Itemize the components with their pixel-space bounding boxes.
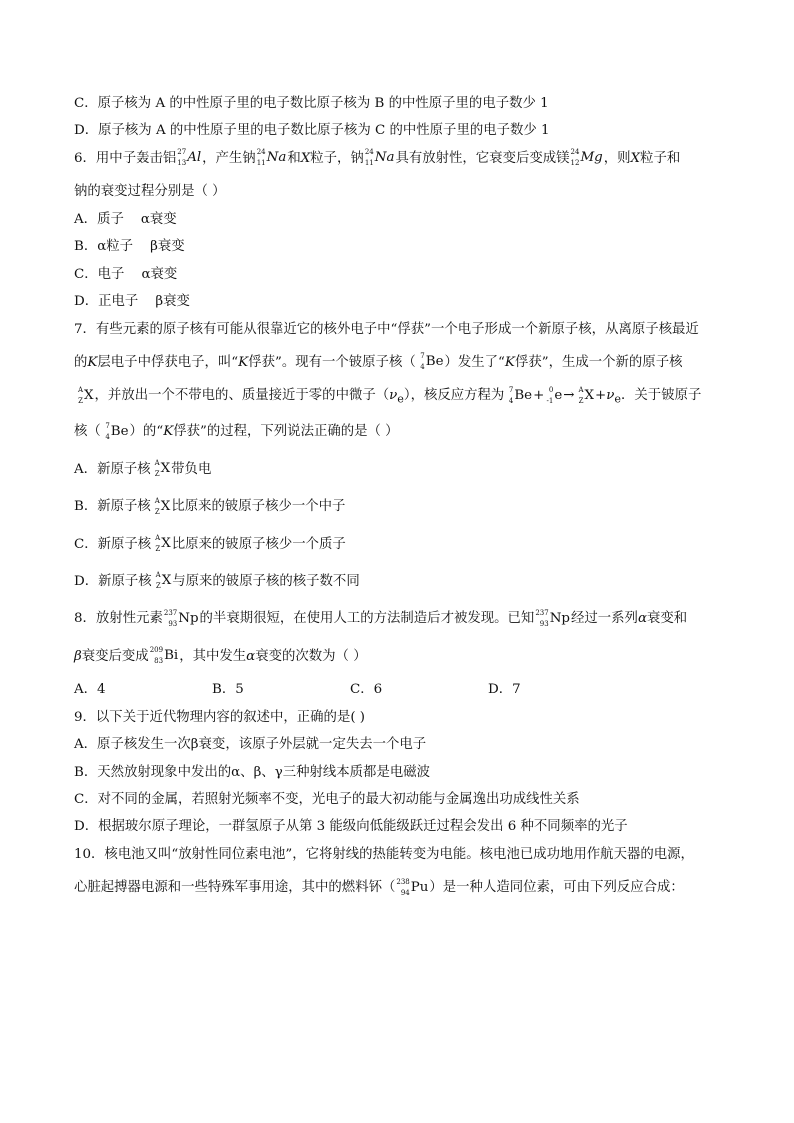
x-symbol: X xyxy=(300,150,311,166)
nuclide-sodium: 24 11 Na xyxy=(256,148,287,168)
question-7-line-2: 的K层电子中俘获电子，叫“K俘获”。现有一个铍原子核（ 7 4 Be ）发生了“K俘获”，生成一个新的原子核 xyxy=(74,352,683,372)
q8-option-c: C．6 xyxy=(350,682,383,698)
q7-option-b: B．新原子核 A Z X 比原来的铍原子核少一个中子 xyxy=(74,496,346,516)
q9-option-d: D．根据玻尔原子理论，一群氢原子从第 3 能级向低能级跃迁过程会发出 6 种不同频率的光子 xyxy=(74,819,628,835)
question-6 xyxy=(74,149,724,312)
nuclide-bismuth: 209 83 Bi xyxy=(149,646,179,666)
question-9 xyxy=(74,708,724,837)
question-7-line-3: A Z X ，并放出一个不带电的、质量接近于零的中微子$(\nu_e)$，核反应方程为 7 4 Be + 0 -1 e → A Z X $+\nu_e$．关于铍原子 xyxy=(74,386,724,408)
prev-option-c: C．原子核为 A 的中性原子里的电子数比原子核为 B 的中性原子里的电子数少 1 xyxy=(74,96,549,111)
nuclide-electron: 0 -1 e xyxy=(546,385,563,405)
nuclide-neptunium: 237 93 Np xyxy=(163,608,199,628)
q6-text: 具有放射性，它衰变后变成镁 xyxy=(395,150,570,166)
q6-text: 和 xyxy=(287,150,301,166)
q6-text: 用中子轰击铝 xyxy=(95,150,177,166)
x-symbol: X xyxy=(630,150,641,166)
question-9-stem: 9．以下关于近代物理内容的叙述中，正确的是( ) xyxy=(74,709,366,725)
nuclide-beryllium: 7 4 Be xyxy=(508,385,533,405)
question-7 xyxy=(74,320,724,592)
q8-option-d: D．7 xyxy=(488,682,521,698)
q6-option-b: B．α粒子 β衰变 xyxy=(74,239,185,255)
q6-text: ，产生钠 xyxy=(202,150,256,166)
q8-option-a: A．4 xyxy=(74,682,106,698)
question-number: 6． xyxy=(74,150,96,166)
question-10-line-1: 10．核电池又叫“放射性同位素电池”，它将射线的热能转变为电能。核电池已成功地用作航天器的电源， xyxy=(74,846,694,862)
question-6-line-2: 钠的衰变过程分别是（ ） xyxy=(74,184,226,200)
nuclide-neptunium: 237 93 Np xyxy=(535,608,570,628)
q6-text: 粒子和 xyxy=(640,150,681,166)
nuclide-sodium: 24 11 Na xyxy=(364,148,395,168)
q7-option-a: A．新原子核 A Z X 带负电 xyxy=(74,459,212,479)
question-10 xyxy=(74,845,724,898)
nuclide-beryllium: 7 4 Be xyxy=(105,421,129,441)
q6-option-a: A．质子 α衰变 xyxy=(74,211,177,227)
nuclide-aluminum: 27 13 Al xyxy=(177,148,202,168)
q6-text: 粒子，钠 xyxy=(310,150,364,166)
question-8-line-2: β衰变后变成 209 83 Bi ，其中发生α衰变的次数为（ ） xyxy=(74,646,367,666)
q6-option-c: C．电子 α衰变 xyxy=(74,266,178,282)
nuclide-beryllium: 7 4 Be xyxy=(420,352,444,372)
nuclide-new-x: A Z X xyxy=(77,385,94,405)
question-10-line-2: 心脏起搏器电源和一些特殊军事用途，其中的燃料钚（ 238 94 Pu ）是一种人造同位素，可由下列反应合成： xyxy=(74,877,684,897)
nuclide-new-x: A Z X xyxy=(578,385,595,405)
q9-option-b: B．天然放射现象中发出的α、β、γ三种射线本质都是电磁波 xyxy=(74,764,431,780)
q7-option-c: C．新原子核 A Z X 比原来的铍原子核少一个质子 xyxy=(74,534,346,554)
nuclide-magnesium: 24 12 Mg xyxy=(570,148,603,168)
q9-option-c: C．对不同的金属，若照射光频率不变，光电子的最大初动能与金属逸出功成线性关系 xyxy=(74,792,580,808)
q8-option-b: B．5 xyxy=(212,682,244,698)
q6-text: ，则 xyxy=(603,150,631,166)
question-7-line-4: 核（ 7 4 Be ）的“K俘获”的过程，下列说法正确的是（ ） xyxy=(74,421,399,441)
nuclide-plutonium: 238 94 Pu xyxy=(396,877,429,897)
q8-options xyxy=(74,680,594,699)
question-8 xyxy=(74,609,724,699)
question-8-line-1: 8．放射性元素 237 93 Np 的半衰期很短，在使用人工的方法制造后才被发现。已知 237 93 Np 经过一系列α衰变和 xyxy=(74,608,688,628)
document-page xyxy=(74,94,724,898)
question-7-line-1: 7．有些元素的原子核有可能从很靠近它的核外电子中“俘获”一个电子形成一个新原子核，从离原子核最近 xyxy=(74,321,699,337)
prev-option-d: D．原子核为 A 的中性原子里的电子数比原子核为 C 的中性原子里的电子数少 1 xyxy=(74,123,550,139)
question-6-line-1 xyxy=(74,149,724,168)
q9-option-a: A．原子核发生一次β衰变，该原子外层就一定失去一个电子 xyxy=(74,737,427,753)
q7-option-d: D．新原子核 A Z X 与原来的铍原子核的核子数不同 xyxy=(74,571,360,591)
q6-option-d: D．正电子 β衰变 xyxy=(74,294,190,310)
